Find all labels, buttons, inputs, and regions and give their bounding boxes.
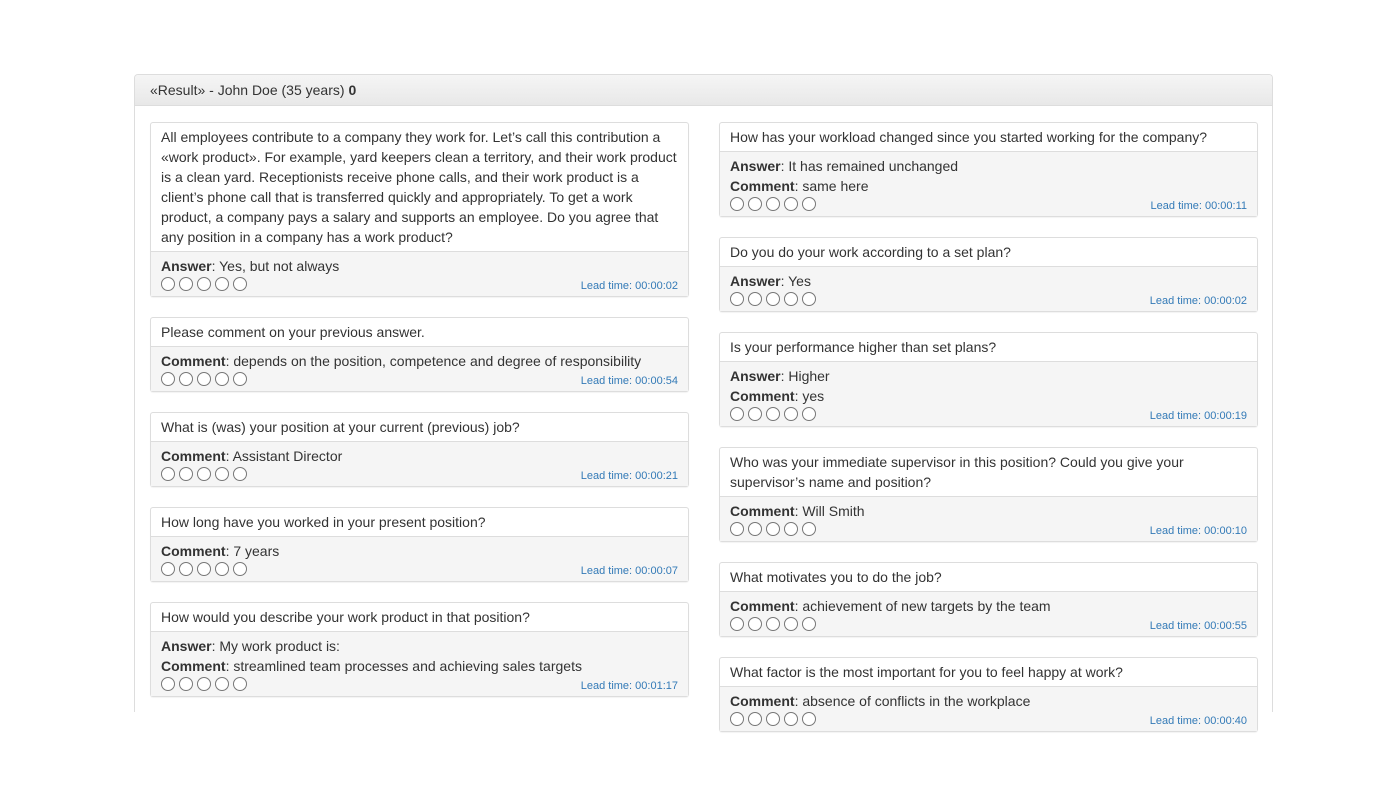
lead-time-value: 00:00:02 bbox=[635, 280, 678, 292]
rating-circle-icon[interactable] bbox=[161, 467, 175, 481]
lead-time bbox=[1151, 199, 1247, 213]
rating-circle-icon[interactable] bbox=[748, 712, 762, 726]
lead-time-label: Lead time: bbox=[1150, 200, 1202, 212]
rating-circle-icon[interactable] bbox=[215, 277, 229, 291]
question-text: Please comment on your previous answer. bbox=[151, 318, 688, 347]
question-text: Do you do your work according to a set plan? bbox=[720, 238, 1257, 267]
question-card bbox=[719, 657, 1258, 732]
question-text: What is (was) your position at your current (previous) job? bbox=[151, 413, 688, 442]
response-block bbox=[720, 267, 1257, 311]
rating-circles bbox=[161, 677, 251, 691]
rating-circle-icon[interactable] bbox=[784, 712, 798, 726]
lead-time-value: 00:00:10 bbox=[1204, 525, 1247, 537]
lead-time bbox=[581, 279, 678, 293]
response-block bbox=[720, 592, 1257, 636]
rating-circle-icon[interactable] bbox=[766, 407, 780, 421]
response-block bbox=[151, 537, 688, 581]
comment-value: : Assistant Director bbox=[225, 448, 343, 464]
rating-circle-icon[interactable] bbox=[233, 677, 247, 691]
rating-circles bbox=[730, 407, 820, 421]
rating-circle-icon[interactable] bbox=[179, 562, 193, 576]
rating-circle-icon[interactable] bbox=[802, 617, 816, 631]
lead-time bbox=[1150, 619, 1247, 633]
question-card bbox=[719, 332, 1258, 427]
rating-circle-icon[interactable] bbox=[233, 562, 247, 576]
lead-time-label: Lead time: bbox=[1149, 525, 1202, 537]
answer-value: : Yes, but not always bbox=[211, 258, 340, 274]
rating-circle-icon[interactable] bbox=[766, 197, 780, 211]
rating-circle-icon[interactable] bbox=[197, 277, 211, 291]
lead-time-value: 00:00:02 bbox=[1204, 295, 1247, 307]
comment-value: : 7 years bbox=[225, 543, 280, 559]
comment-value: : same here bbox=[794, 178, 869, 194]
rating-circle-icon[interactable] bbox=[766, 522, 780, 536]
response-block bbox=[151, 252, 688, 296]
answer-value: : It has remained unchanged bbox=[780, 158, 959, 174]
rating-circle-icon[interactable] bbox=[748, 522, 762, 536]
rating-circle-icon[interactable] bbox=[784, 407, 798, 421]
comment-value: : yes bbox=[794, 388, 825, 404]
rating-circle-icon[interactable] bbox=[766, 712, 780, 726]
rating-circle-icon[interactable] bbox=[748, 292, 762, 306]
response-block bbox=[151, 347, 688, 391]
lead-time bbox=[581, 374, 678, 388]
response-block bbox=[720, 497, 1257, 541]
lead-time-label: Lead time: bbox=[1149, 715, 1202, 727]
rating-circle-icon[interactable] bbox=[730, 407, 744, 421]
comment-label: Comment bbox=[730, 503, 795, 519]
lead-time bbox=[581, 679, 678, 693]
rating-circles bbox=[730, 522, 820, 536]
lead-time-value: 00:00:55 bbox=[1204, 620, 1247, 632]
rating-circle-icon[interactable] bbox=[161, 677, 175, 691]
rating-circle-icon[interactable] bbox=[730, 712, 744, 726]
rating-circle-icon[interactable] bbox=[802, 522, 816, 536]
comment-value: : depends on the position, competence and degree of responsibility bbox=[225, 353, 642, 369]
rating-circle-icon[interactable] bbox=[197, 467, 211, 481]
lead-time-label: Lead time: bbox=[580, 680, 633, 692]
rating-circle-icon[interactable] bbox=[179, 277, 193, 291]
lead-time-value: 00:01:17 bbox=[635, 680, 678, 692]
rating-circle-icon[interactable] bbox=[784, 522, 798, 536]
lead-time-value: 00:00:19 bbox=[1204, 410, 1247, 422]
rating-circle-icon[interactable] bbox=[161, 372, 175, 386]
rating-circle-icon[interactable] bbox=[730, 522, 744, 536]
answer-label: Answer bbox=[730, 273, 781, 289]
question-text: All employees contribute to a company they work for. Let’s call this contribution a «work product». For example, yard keepers clean a territory, and their work product is a clean yard. Receptionists receive phone calls, and their work product is a client’s phone call that is transferred quickly and appropriately. To get a work product, a company pays a salary and supports an employee. Do you agree that any position in a company has a work product? bbox=[151, 123, 688, 252]
question-text: What motivates you to do the job? bbox=[720, 563, 1257, 592]
comment-label: Comment bbox=[161, 448, 226, 464]
comment-label: Comment bbox=[161, 353, 226, 369]
rating-circles bbox=[161, 467, 251, 481]
lead-time-label: Lead time: bbox=[580, 565, 633, 577]
rating-circle-icon[interactable] bbox=[215, 372, 229, 386]
rating-circles bbox=[161, 372, 251, 386]
lead-time-label: Lead time: bbox=[1149, 620, 1202, 632]
lead-time bbox=[1150, 524, 1247, 538]
answer-label: Answer bbox=[730, 158, 781, 174]
comment-label: Comment bbox=[730, 178, 795, 194]
response-block bbox=[151, 442, 688, 486]
panel-heading bbox=[135, 75, 1272, 106]
question-card bbox=[150, 317, 689, 392]
rating-circle-icon[interactable] bbox=[215, 677, 229, 691]
question-card bbox=[719, 122, 1258, 217]
rating-circle-icon[interactable] bbox=[197, 677, 211, 691]
rating-circles bbox=[730, 292, 820, 306]
lead-time bbox=[1150, 294, 1247, 308]
right-column bbox=[719, 122, 1258, 752]
answer-label: Answer bbox=[161, 638, 212, 654]
result-panel bbox=[134, 74, 1273, 727]
rating-circle-icon[interactable] bbox=[161, 562, 175, 576]
lead-time-label: Lead time: bbox=[580, 280, 633, 292]
rating-circle-icon[interactable] bbox=[802, 712, 816, 726]
rating-circle-icon[interactable] bbox=[233, 372, 247, 386]
rating-circle-icon[interactable] bbox=[802, 407, 816, 421]
rating-circles bbox=[161, 562, 251, 576]
question-card bbox=[150, 507, 689, 582]
question-text: Is your performance higher than set plans? bbox=[720, 333, 1257, 362]
rating-circle-icon[interactable] bbox=[784, 617, 798, 631]
lead-time bbox=[581, 564, 678, 578]
rating-circle-icon[interactable] bbox=[215, 562, 229, 576]
comment-label: Comment bbox=[730, 693, 795, 709]
lead-time bbox=[581, 469, 678, 483]
question-card bbox=[150, 122, 689, 297]
rating-circle-icon[interactable] bbox=[784, 197, 798, 211]
rating-circles bbox=[730, 617, 820, 631]
comment-label: Comment bbox=[730, 388, 795, 404]
rating-circle-icon[interactable] bbox=[748, 197, 762, 211]
answer-value: : Yes bbox=[780, 273, 811, 289]
rating-circle-icon[interactable] bbox=[215, 467, 229, 481]
lead-time-label: Lead time: bbox=[1149, 410, 1202, 422]
rating-circle-icon[interactable] bbox=[748, 617, 762, 631]
rating-circle-icon[interactable] bbox=[802, 197, 816, 211]
comment-value: : achievement of new targets by the team bbox=[794, 598, 1051, 614]
rating-circles bbox=[161, 277, 251, 291]
lead-time-label: Lead time: bbox=[580, 375, 633, 387]
result-score: 0 bbox=[348, 82, 357, 98]
rating-circle-icon[interactable] bbox=[161, 277, 175, 291]
comment-value: : absence of conflicts in the workplace bbox=[794, 693, 1031, 709]
answer-value: : My work product is: bbox=[211, 638, 340, 654]
lead-time-label: Lead time: bbox=[1149, 295, 1202, 307]
comment-label: Comment bbox=[730, 598, 795, 614]
answer-value: : Higher bbox=[780, 368, 830, 384]
comment-value: : Will Smith bbox=[794, 503, 865, 519]
rating-circle-icon[interactable] bbox=[197, 372, 211, 386]
lead-time-value: 00:00:07 bbox=[635, 565, 678, 577]
lead-time bbox=[1150, 714, 1247, 728]
question-text: How long have you worked in your present position? bbox=[151, 508, 688, 537]
lead-time-label: Lead time: bbox=[580, 470, 633, 482]
rating-circle-icon[interactable] bbox=[233, 277, 247, 291]
rating-circle-icon[interactable] bbox=[802, 292, 816, 306]
lead-time-value: 00:00:21 bbox=[635, 470, 678, 482]
response-block bbox=[720, 362, 1257, 426]
question-text: What factor is the most important for you to feel happy at work? bbox=[720, 658, 1257, 687]
answer-label: Answer bbox=[161, 258, 212, 274]
rating-circle-icon[interactable] bbox=[179, 372, 193, 386]
rating-circles bbox=[730, 197, 820, 211]
answer-label: Answer bbox=[730, 368, 781, 384]
rating-circle-icon[interactable] bbox=[730, 617, 744, 631]
response-block bbox=[720, 152, 1257, 216]
lead-time-value: 00:00:54 bbox=[635, 375, 678, 387]
rating-circle-icon[interactable] bbox=[179, 677, 193, 691]
comment-label: Comment bbox=[161, 658, 226, 674]
left-column bbox=[150, 122, 689, 717]
question-card bbox=[719, 562, 1258, 637]
rating-circle-icon[interactable] bbox=[233, 467, 247, 481]
rating-circle-icon[interactable] bbox=[179, 467, 193, 481]
result-title: «Result» - John Doe (35 years) bbox=[150, 82, 345, 98]
lead-time-value: 00:00:11 bbox=[1204, 200, 1247, 212]
lead-time bbox=[1150, 409, 1247, 423]
question-card bbox=[719, 447, 1258, 542]
rating-circle-icon[interactable] bbox=[748, 407, 762, 421]
rating-circle-icon[interactable] bbox=[784, 292, 798, 306]
question-text: How would you describe your work product in that position? bbox=[151, 603, 688, 632]
rating-circle-icon[interactable] bbox=[730, 197, 744, 211]
response-block bbox=[720, 687, 1257, 731]
question-text: Who was your immediate supervisor in this position? Could you give your supervisor’s name and position? bbox=[720, 448, 1257, 497]
rating-circle-icon[interactable] bbox=[766, 292, 780, 306]
comment-value: : streamlined team processes and achieving sales targets bbox=[225, 658, 582, 674]
comment-label: Comment bbox=[161, 543, 226, 559]
lead-time-value: 00:00:40 bbox=[1204, 715, 1247, 727]
response-block bbox=[151, 632, 688, 696]
rating-circle-icon[interactable] bbox=[766, 617, 780, 631]
rating-circle-icon[interactable] bbox=[197, 562, 211, 576]
question-card bbox=[150, 412, 689, 487]
question-text: How has your workload changed since you started working for the company? bbox=[720, 123, 1257, 152]
question-card bbox=[150, 602, 689, 697]
rating-circle-icon[interactable] bbox=[730, 292, 744, 306]
question-card bbox=[719, 237, 1258, 312]
rating-circles bbox=[730, 712, 820, 726]
